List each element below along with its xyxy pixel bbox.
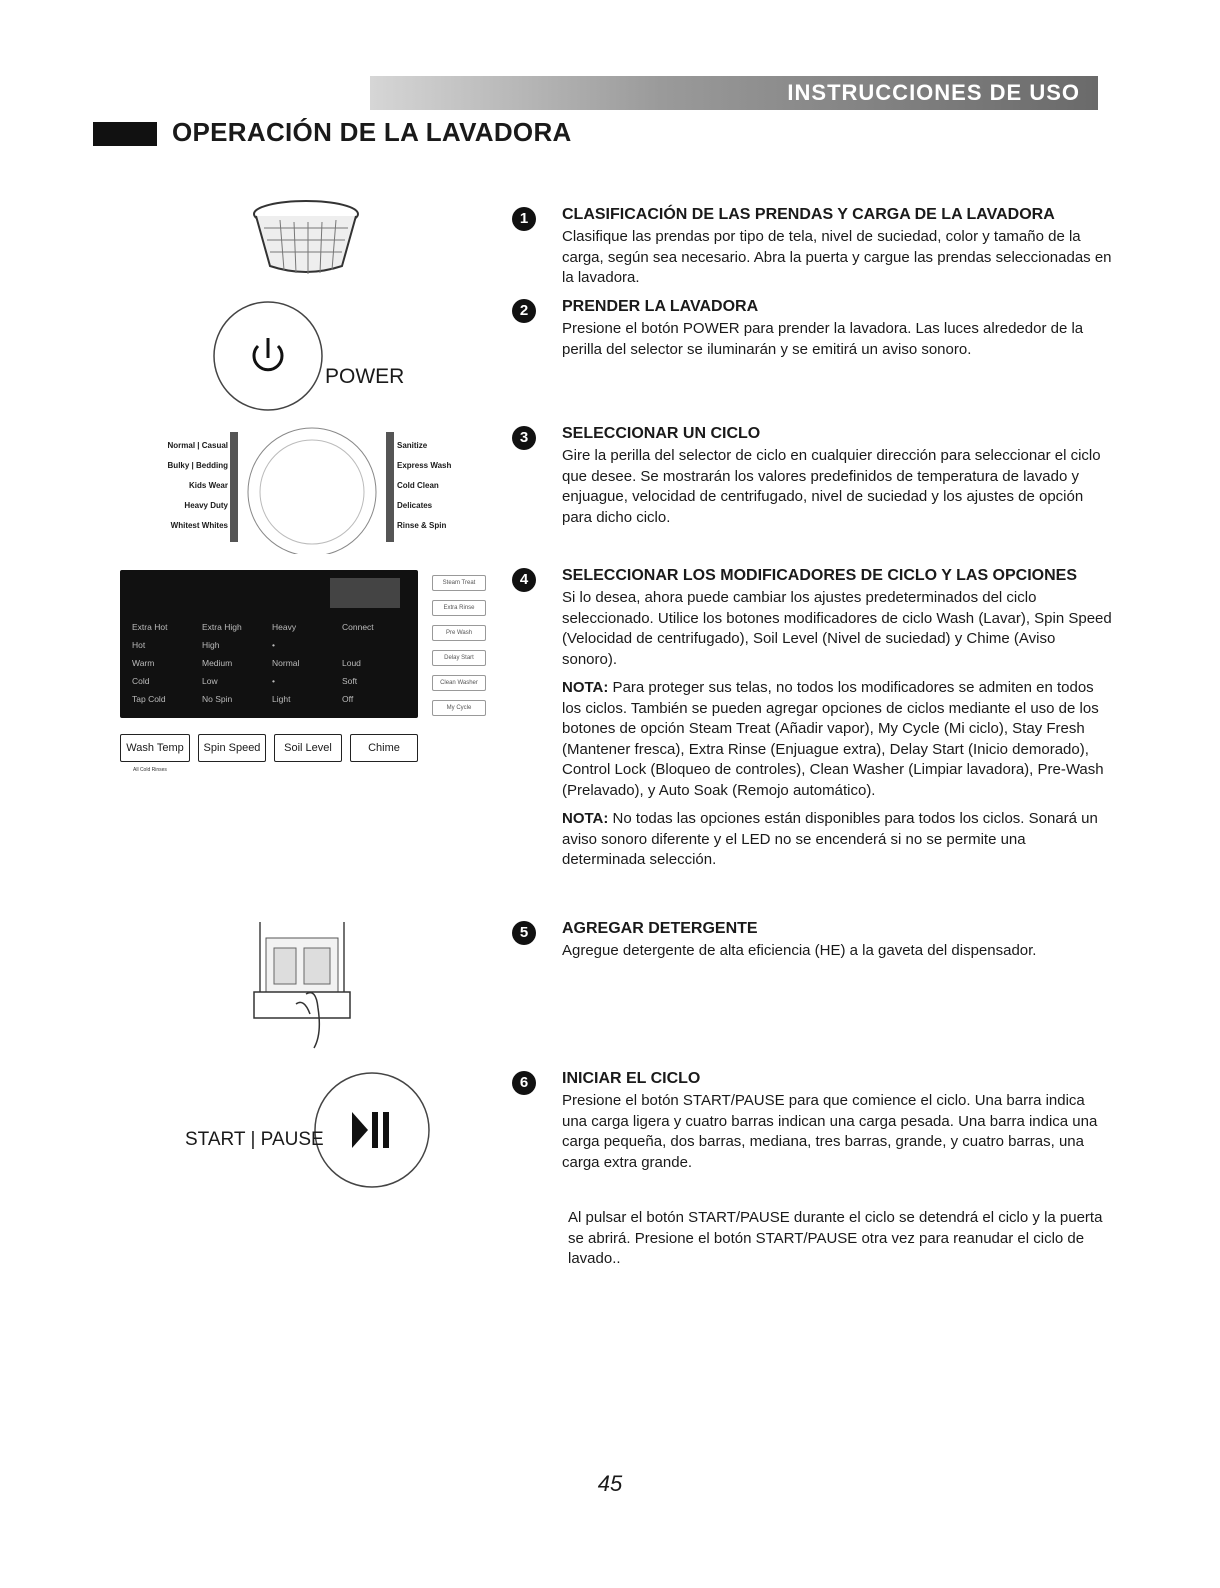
- option-button-my-cycle: My Cycle: [432, 700, 486, 716]
- step-6: [512, 1069, 1112, 1181]
- panel-row: [132, 640, 412, 658]
- step-paragraph: Clasifique las prendas por tipo de tela, nivel de suciedad, color y tamaño de la carga, según sea necesario. Abra la puerta y cargue las prendas seleccionadas en la lavadora.: [562, 228, 1112, 286]
- cycle-item: Whitest Whites: [170, 521, 228, 530]
- step-title: SELECCIONAR LOS MODIFICADORES DE CICLO Y LAS OPCIONES: [562, 567, 1078, 584]
- step-5: [512, 919, 1112, 970]
- panel-screen: [330, 578, 400, 608]
- cycle-item: Kids Wear: [189, 481, 228, 490]
- start-pause-note: Al pulsar el botón START/PAUSE durante el ciclo se detendrá el ciclo y la puerta se abrirá. Presione el botón START/PAUSE otra vez para reanudar el ciclo de lavado..: [568, 1209, 1103, 1267]
- panel-cell: Normal: [272, 658, 300, 668]
- step-paragraph: Presione el botón START/PAUSE para que comience el ciclo. Una barra indica una carga ligera y cuatro barras indican una carga pesada. Una barra indica una carga pequeña, dos barras, mediana, tres barras, grande, y cuatro barras, una carga extra grande.: [562, 1092, 1098, 1171]
- control-panel-display: [120, 570, 418, 718]
- panel-cell: Hot: [132, 640, 146, 650]
- panel-cell: Medium: [202, 658, 233, 668]
- modifier-button-wash-temp: Wash Temp: [120, 734, 190, 762]
- cycle-item: Normal | Casual: [167, 441, 228, 450]
- page-number: 45: [597, 1471, 623, 1496]
- panel-row: [132, 622, 412, 640]
- page-title: OPERACIÓN DE LA LAVADORA: [172, 117, 572, 147]
- panel-cell: [342, 640, 412, 658]
- panel-cell: Heavy: [272, 622, 297, 632]
- note-label: NOTA:: [562, 810, 609, 827]
- step-number-badge: 3: [512, 426, 536, 450]
- panel-cell: Low: [202, 676, 218, 686]
- cycle-list-right: [397, 436, 497, 536]
- note-text: Para proteger sus telas, no todos los modificadores se admiten en todos los ciclos. También se pueden agregar opciones de ciclos mediante el uso de los botones de opción Steam Treat (Añadir vapor), My Cycle (Mi ciclo), Stay Fresh (Mantener fresca), Extra Rinse (Enjuague extra), Delay Start (Inicio demorado), Control Lock (Bloqueo de controles), Clean Washer (Limpiar lavadora), Pre-Wash (Prelavado), y Auto Soak (Remojo automático).: [562, 679, 1104, 799]
- step-number-badge: 6: [512, 1071, 536, 1095]
- option-button-steam-treat: Steam Treat: [432, 575, 486, 591]
- step-title: INICIAR EL CICLO: [562, 1070, 701, 1087]
- section-header-title: INSTRUCCIONES DE USO: [787, 80, 1080, 105]
- modifier-button-chime: Chime: [350, 734, 418, 762]
- section-header-band: [370, 76, 1098, 110]
- panel-cell: Warm: [132, 658, 155, 668]
- step-number-badge: 2: [512, 299, 536, 323]
- cycle-list-left: [120, 436, 228, 536]
- cycle-item: Sanitize: [397, 441, 428, 450]
- start-pause-label: START | PAUSE: [185, 1129, 324, 1150]
- power-label: POWER: [325, 365, 405, 388]
- panel-cell: Extra Hot: [132, 622, 168, 632]
- step-title: PRENDER LA LAVADORA: [562, 298, 759, 315]
- cycle-item: Delicates: [397, 501, 433, 510]
- step-1: [512, 205, 1112, 297]
- panel-settings-grid: [132, 622, 412, 712]
- panel-cell: Off: [342, 694, 354, 704]
- panel-row: [132, 658, 412, 676]
- step-paragraph: Gire la perilla del selector de ciclo en cualquier dirección para seleccionar el ciclo que desee. Se mostrarán los valores predefinidos de temperatura de lavado y enjuague, velocidad de centrifugado, nivel de suciedad y los ajustes de opción para dicho ciclo.: [562, 447, 1101, 526]
- laundry-basket-icon: [250, 198, 362, 278]
- cycle-item: Express Wash: [397, 461, 452, 470]
- note-label: NOTA:: [562, 679, 609, 696]
- modifier-button-spin-speed: Spin Speed: [198, 734, 266, 762]
- note-text: No todas las opciones están disponibles para todos los ciclos. Sonará un aviso sonoro diferente y el LED no se encenderá si no se permite una determinada selección.: [562, 810, 1098, 868]
- start-pause-button-icon: [312, 1070, 432, 1190]
- panel-cell: No Spin: [202, 694, 233, 704]
- step-note: [562, 678, 1112, 801]
- step-2: [512, 297, 1112, 368]
- step-title: CLASIFICACIÓN DE LAS PRENDAS Y CARGA DE LA LAVADORA: [562, 206, 1055, 223]
- step-number-badge: 5: [512, 921, 536, 945]
- step-note: [562, 809, 1112, 871]
- modifier-button-soil-level: Soil Level: [274, 734, 342, 762]
- step-paragraph: Presione el botón POWER para prender la lavadora. Las luces alrededor de la perilla del selector se iluminarán y se emitirá un aviso sonoro.: [562, 320, 1084, 358]
- step-number-badge: 4: [512, 568, 536, 592]
- panel-cell: •: [272, 640, 275, 650]
- option-button-extra-rinse: Extra Rinse: [432, 600, 486, 616]
- panel-cell: Extra High: [202, 622, 242, 632]
- panel-cell: Cold: [132, 676, 150, 686]
- option-button-clean-washer: Clean Washer: [432, 675, 486, 691]
- step-title: SELECCIONAR UN CICLO: [562, 425, 761, 442]
- step-paragraph: Agregue detergente de alta eficiencia (HE) a la gaveta del dispensador.: [562, 942, 1037, 959]
- panel-cell: Tap Cold: [132, 694, 166, 704]
- panel-cell: High: [202, 640, 220, 650]
- panel-cell: Soft: [342, 676, 358, 686]
- panel-cell: Connect: [342, 622, 374, 632]
- step-3: [512, 424, 1112, 536]
- cycle-item: Cold Clean: [397, 481, 439, 490]
- modifier-sub-label: All Cold Rinses: [133, 767, 167, 773]
- panel-row: [132, 694, 412, 712]
- cycle-item: Bulky | Bedding: [167, 461, 228, 470]
- cycle-selector-knob-icon: [228, 424, 396, 554]
- step-title: AGREGAR DETERGENTE: [562, 920, 758, 937]
- detergent-drawer-icon: [252, 918, 352, 1050]
- option-button-pre-wash: Pre Wash: [432, 625, 486, 641]
- cycle-item: Heavy Duty: [184, 501, 228, 510]
- panel-cell: •: [272, 676, 275, 686]
- panel-cell: Loud: [342, 658, 361, 668]
- step-4: [512, 566, 1112, 879]
- power-button-icon: [212, 300, 324, 412]
- step-paragraph: Si lo desea, ahora puede cambiar los ajustes predeterminados del ciclo seleccionado. Utilice los botones modificadores de ciclo Wash (Lavar), Spin Speed (Velocidad de centrifugado), Soil Level (Nivel de suciedad) y Chime (Aviso sonoro).: [562, 589, 1112, 668]
- panel-cell: Light: [272, 694, 291, 704]
- panel-row: [132, 676, 412, 694]
- step-number-badge: 1: [512, 207, 536, 231]
- option-button-delay-start: Delay Start: [432, 650, 486, 666]
- title-block-marker: [93, 122, 157, 146]
- cycle-item: Rinse & Spin: [397, 521, 447, 530]
